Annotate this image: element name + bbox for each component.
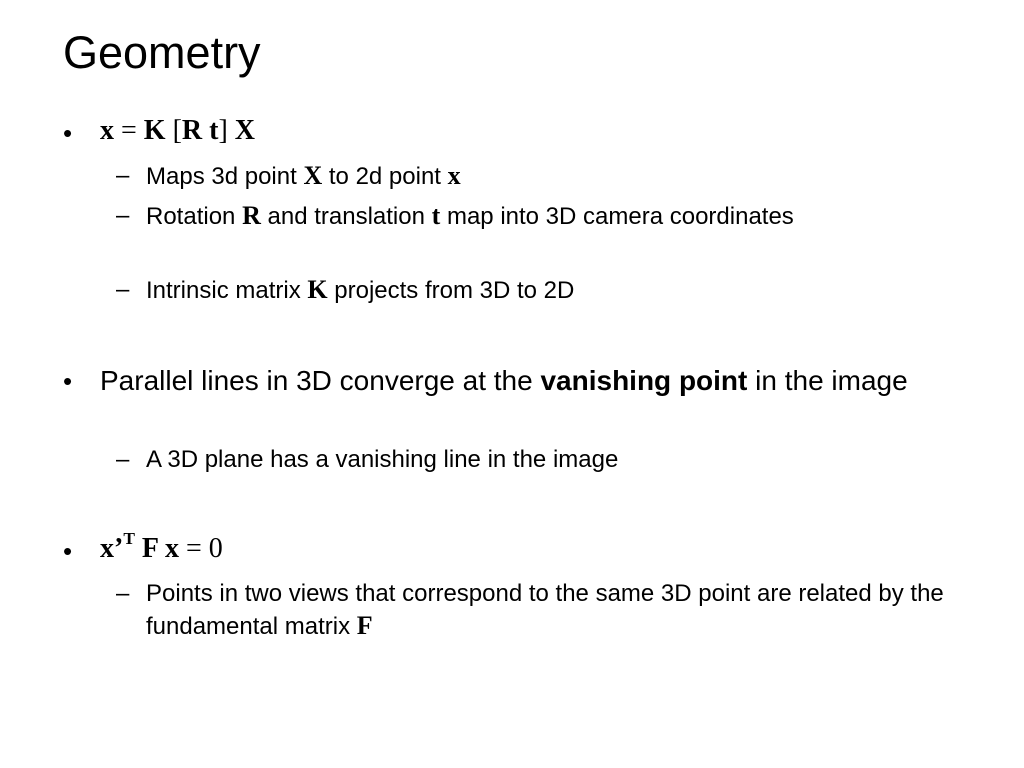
transpose-superscript: T — [123, 529, 135, 549]
symbol-X: X — [303, 161, 323, 190]
subitem-rotation — [146, 200, 846, 233]
item-text: in the image — [747, 365, 908, 396]
symbol-F: F — [356, 611, 373, 640]
symbol-equals: = — [114, 115, 144, 146]
bullet-1: • — [63, 118, 73, 148]
bullet-3: • — [63, 536, 73, 566]
subitem-text: Intrinsic matrix — [146, 277, 308, 304]
item-text: Parallel lines in 3D converge at the — [100, 365, 541, 396]
epipolar-equation — [100, 529, 980, 566]
projection-equation — [100, 114, 980, 148]
subitem-text: Rotation — [146, 203, 243, 230]
symbol-t: t — [431, 201, 441, 230]
subitem-text: and translation — [260, 203, 432, 230]
subitem-vanishing-line: A 3D plane has a vanishing line in the image — [146, 446, 619, 473]
symbol-x-prime: x’ — [100, 533, 124, 564]
bullet-2: • — [63, 366, 73, 396]
subitem-maps — [146, 160, 966, 193]
symbol-x: x — [100, 115, 114, 146]
symbol-K: K — [307, 275, 328, 304]
subitem-text: Points in two views that correspond to the same 3D point are related by the fundamental matrix — [146, 580, 944, 640]
symbol-R: R — [242, 201, 261, 230]
symbol-x: x — [158, 533, 179, 564]
vanishing-point-text — [100, 364, 940, 398]
dash-1-2: – — [116, 202, 130, 229]
bracket-close: ] — [218, 115, 235, 146]
vanishing-point-term: vanishing point — [540, 365, 748, 396]
symbol-t: t — [209, 115, 219, 146]
symbol-x: x — [447, 161, 461, 190]
symbol-X: X — [234, 115, 256, 146]
dash-1-1: – — [116, 162, 130, 189]
symbol-F: F — [134, 533, 158, 564]
dash-3-1: – — [116, 580, 130, 607]
slide-title: Geometry — [63, 27, 261, 78]
subitem-intrinsic — [146, 274, 966, 307]
subitem-fundamental-matrix — [146, 578, 956, 643]
bracket-open: [ — [165, 115, 182, 146]
subitem-text: to 2d point — [322, 163, 448, 190]
symbol-R: R — [181, 115, 203, 146]
subitem-text: map into 3D camera coordinates — [440, 203, 794, 230]
dash-1-3: – — [116, 276, 130, 303]
subitem-text: Maps 3d point — [146, 163, 304, 190]
subitem-text: projects from 3D to 2D — [327, 277, 575, 304]
symbol-K: K — [143, 115, 166, 146]
equals-zero: = 0 — [179, 533, 223, 564]
dash-2-1: – — [116, 446, 130, 473]
